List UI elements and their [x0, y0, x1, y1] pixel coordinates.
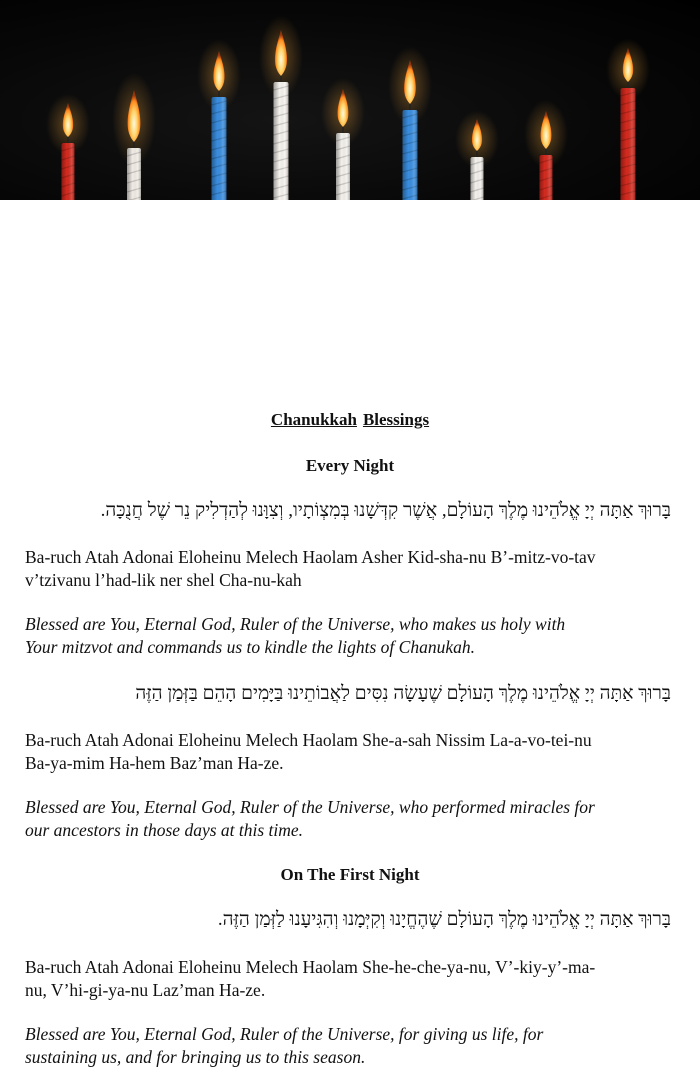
candle-shading [621, 88, 636, 200]
translation-line: sustaining us, and for bringing us to this season. [25, 1047, 366, 1067]
menorah-candles-image [0, 0, 700, 200]
transliteration-line: Ba-ruch Atah Adonai Eloheinu Melech Haolam She-a-sah Nissim La-a-vo-tei-nu [25, 730, 592, 750]
candle [197, 39, 241, 200]
page-title-word-2: Blessings [362, 410, 430, 429]
transliteration-line: Ba-ruch Atah Adonai Eloheinu Melech Haolam She-he-che-ya-nu, V’-kiy-y’-ma- [25, 957, 596, 977]
translation-line: Blessed are You, Eternal God, Ruler of the Universe, for giving us life, for [25, 1024, 544, 1044]
candle [524, 100, 568, 200]
translation-shehecheyanu [25, 1023, 685, 1069]
candle-shading [336, 133, 350, 200]
transliteration-line: Ba-ruch Atah Adonai Eloheinu Melech Haolam Asher Kid-sha-nu B’-mitz-vo-tav [25, 547, 596, 567]
hebrew-blessing-candles: בָּרוּךְ אַתָּה יְיָ אֱלֹהֵינוּ מֶלֶךְ הָעוֹלָם, אֲשֶׁר קִדְּשָׁנוּ בְּמִצְוֹתָיו, וְצִוָּנוּ לְהַדְלִיק נֵר שֶׁל חֲנֻכָּה. [100, 500, 671, 521]
candle [388, 46, 432, 200]
translation-miracles [25, 796, 685, 842]
section-heading-every-night: Every Night [305, 456, 395, 475]
transliteration-line: v’tzivanu l’had-lik ner shel Cha-nu-kah [25, 570, 302, 590]
candles-illustration [0, 0, 700, 200]
section-heading-first-night: On The First Night [280, 865, 420, 884]
translation-line: Blessed are You, Eternal God, Ruler of the Universe, who performed miracles for [25, 797, 595, 817]
transliteration-miracles [25, 729, 685, 775]
candle [46, 94, 90, 200]
transliteration-candles [25, 546, 685, 592]
candle-shading [540, 155, 553, 200]
transliteration-line: Ba-ya-mim Ha-hem Baz’man Ha-ze. [25, 753, 284, 773]
hebrew-blessing-shehecheyanu: בָּרוּךְ אַתָּה יְיָ אֱלֹהֵינוּ מֶלֶךְ הָעוֹלָם שֶׁהֶחֱיָנוּ וְקִיְּמָנוּ וְהִגִּיעָנוּ לַזְּמַן הַזֶּה. [217, 909, 671, 930]
translation-line: our ancestors in those days at this time. [25, 820, 304, 840]
page-title-word-1: Chanukkah [270, 410, 357, 429]
candle [321, 78, 365, 200]
translation-line: Blessed are You, Eternal God, Ruler of the Universe, who makes us holy with [25, 614, 566, 634]
candle-shading [62, 143, 75, 200]
translation-line: Your mitzvot and commands us to kindle the lights of Chanukah. [25, 637, 475, 657]
candle [606, 39, 650, 200]
transliteration-line: nu, V’hi-gi-ya-nu Laz’man Ha-ze. [25, 980, 266, 1000]
candle-shading [403, 110, 418, 200]
candle-shading [127, 148, 141, 200]
page-title [0, 410, 700, 430]
translation-candles [25, 613, 685, 659]
hebrew-blessing-miracles: בָּרוּךְ אַתָּה יְיָ אֱלֹהֵינוּ מֶלֶךְ הָעוֹלָם שֶׁעָשָׂה נִסִּים לַאֲבוֹתֵינוּ בַּיָּמִים הָהֵם בַּזְּמַן הַזֶּה [135, 683, 671, 704]
candle-shading [471, 157, 484, 200]
candle [259, 15, 303, 200]
candle-shading [212, 97, 227, 200]
candle [455, 111, 499, 200]
candle [112, 73, 156, 200]
transliteration-shehecheyanu [25, 956, 685, 1002]
candle-shading [274, 82, 289, 200]
